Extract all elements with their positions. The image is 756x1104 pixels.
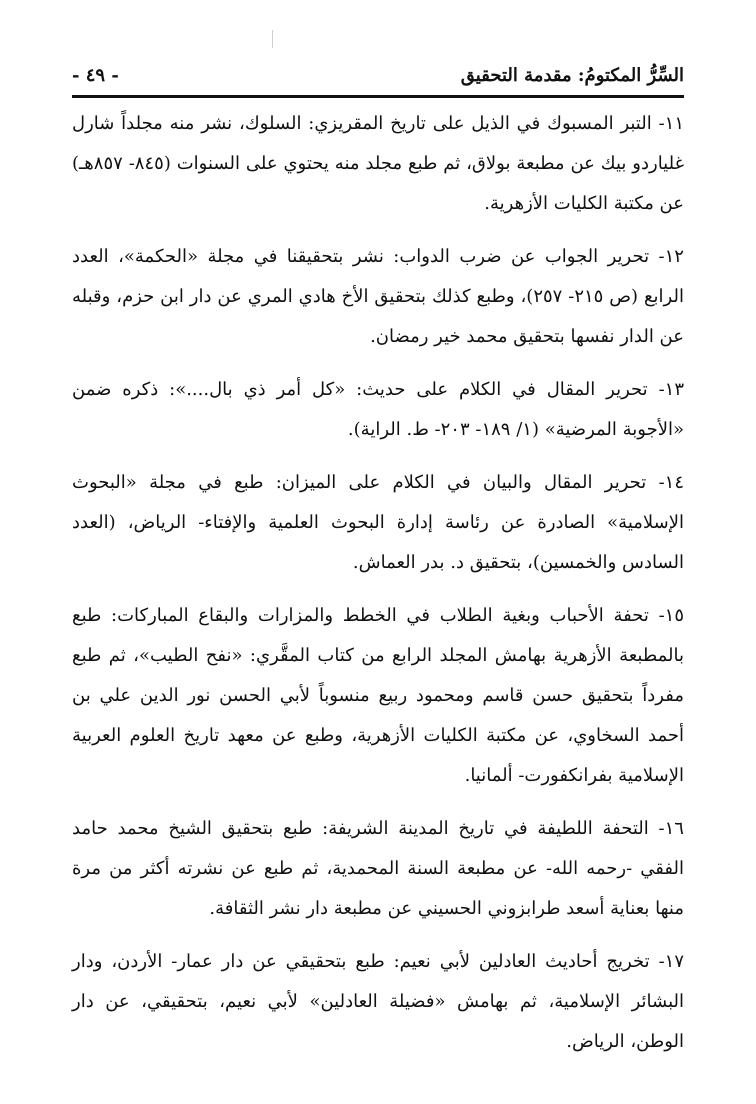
entry-text: تحرير المقال والبيان في الكلام على الميزان: طبع في مجلة «البحوث الإسلامية» الصادرة عن رئاسة إدارة البحوث العلمية والإفتاء- الرياض، (العدد السادس والخمسين)، بتحقيق د. بدر العماش. xyxy=(72,472,684,573)
entry-15 xyxy=(72,596,684,796)
page-number: - ٤٩ - xyxy=(72,64,119,86)
entry-text: التبر المسبوك في الذيل على تاريخ المقريزي: السلوك، نشر منه مجلداً شارل غلياردو بيك عن مطبعة بولاق، ثم طبع مجلد منه يحتوي على السنوات (٨٤٥- ٨٥٧هـ) عن مكتبة الكليات الأزهرية. xyxy=(72,113,684,214)
page-crease-mark xyxy=(272,30,273,48)
entry-number: ١١- xyxy=(658,113,684,134)
entry-text: تحفة الأحباب وبغية الطلاب في الخطط والمزارات والبقاع المباركات: طبع بالمطبعة الأزهرية بهامش المجلد الرابع من كتاب المقَّري: «نفح الطيب»، ثم طبع مفرداً بتحقيق حسن قاسم ومحمود ربيع منسوباً لأبي الحسن نور الدين علي بن أحمد السخاوي، عن مكتبة الكليات الأزهرية، وطبع عن معهد تاريخ العلوم العربية الإسلامية بفرانكفورت- ألمانيا. xyxy=(72,605,684,786)
entries-list xyxy=(72,104,684,1075)
entry-number: ١٧- xyxy=(658,951,684,972)
running-header xyxy=(72,58,684,92)
entry-text: تحرير الجواب عن ضرب الدواب: نشر بتحقيقنا في مجلة «الحكمة»، العدد الرابع (ص ٢١٥- ٢٥٧)، وطبع كذلك بتحقيق الأخ هادي المري عن دار ابن حزم، وقبله عن الدار نفسها بتحقيق محمد خير رمضان. xyxy=(72,246,684,347)
entry-17 xyxy=(72,942,684,1062)
entry-14 xyxy=(72,463,684,583)
entry-12 xyxy=(72,237,684,357)
entry-number: ١٦- xyxy=(658,818,684,839)
entry-text: تحرير المقال في الكلام على حديث: «كل أمر ذي بال....»: ذكره ضمن «الأجوبة المرضية» (١/ ١٨٩- ٢٠٣- ط. الراية). xyxy=(72,379,684,440)
entry-number: ١٤- xyxy=(658,472,684,493)
entry-11 xyxy=(72,104,684,224)
entry-text: تخريج أحاديث العادلين لأبي نعيم: طبع بتحقيقي عن دار عمار- الأردن، ودار البشائر الإسلامية، ثم بهامش «فضيلة العادلين» لأبي نعيم، بتحقيقي، عن دار الوطن، الرياض. xyxy=(72,951,684,1052)
header-title: السِّرُّ المكتومُ: مقدمة التحقيق xyxy=(460,64,684,86)
entry-13 xyxy=(72,370,684,450)
entry-16 xyxy=(72,809,684,929)
entry-text: التحفة اللطيفة في تاريخ المدينة الشريفة: طبع بتحقيق الشيخ محمد حامد الفقي -رحمه الله- عن مطبعة السنة المحمدية، ثم طبع عن نشرته أكثر من مرة منها بعناية أسعد طرابزوني الحسيني عن مطبعة دار نشر الثقافة. xyxy=(72,818,684,919)
entry-number: ١٥- xyxy=(658,605,684,626)
entry-number: ١٣- xyxy=(658,379,684,400)
entry-number: ١٢- xyxy=(658,246,684,267)
header-rule xyxy=(72,95,684,98)
